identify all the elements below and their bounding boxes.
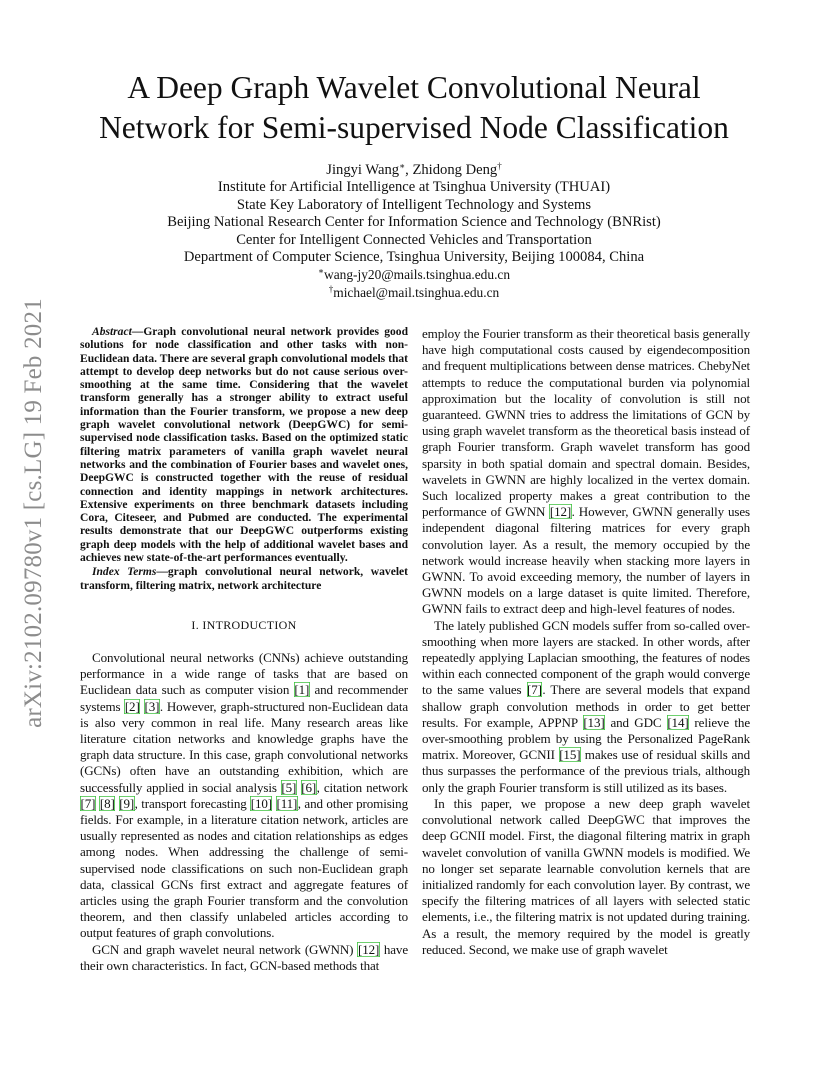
- text-run: and recommender systems: [80, 682, 409, 714]
- text-run: . However, GWNN generally uses independent diagonal filtering matrices for every graph convolution layer. As a result, the memory occupied by the network would increase heavily when stacking more layers in GWNN. To avoid exceeding memory, the number of layers in GWNN models on a large dataset is quite limited. Therefore, GWNN fails to extract deep and high-level features of nodes.: [422, 504, 750, 617]
- citation-link[interactable]: [6]: [301, 779, 317, 795]
- author-email: ∗wang-jy20@mails.tsinghua.edu.cn: [317, 266, 511, 283]
- text-run: , transport forecasting: [134, 795, 251, 811]
- text-run: In this paper, we propose a new deep graph wavelet convolutional network called DeepGWC that improves the deep GCNII model. First, the diagonal filtering matrix in graph wavelet convolution of vanilla GWNN models is modified. We no longer set separate learnable convolution kernels that are initialized randomly for each convolution layer. By contrast, we specify the filtering matrices of all layers with selected static elements, i.e., the filtering matrix is not updated during training. As a result, the memory required by the model is greatly reduced. Second, we make use of graph wavelet: [422, 795, 750, 957]
- text-run: makes use of residual skills and thus surpasses the performance of the previous trials, although only the graph Fourier transform is still utilized as its bases.: [422, 747, 750, 795]
- text-run: employ the Fourier transform as their theoretical basis generally have high computational costs caused by eigendecomposition and frequent multiplications between dense matrices. ChebyNet attempts to reduce the computational burden via polynomial approximation but the locality of convolution is still not guaranteed. GWNN tries to address the limitations of GCN by using graph wavelet transform as the theoretical basis instead of graph Fourier transform. Graph wavelet transform has good sparsity in both spatial domain and spectral domain. Besides, wavelets in GWNN are highly localized in the vertex domain. Such localized property makes a great contribution to the performance of GWNN: [422, 326, 750, 520]
- citation-link[interactable]: [7]: [527, 682, 542, 698]
- affiliation: Beijing National Research Center for Information Science and Technology (BNRist): [167, 214, 661, 231]
- citation-link[interactable]: [8]: [99, 795, 115, 811]
- citation-link[interactable]: [5]: [281, 779, 297, 795]
- citation-link[interactable]: [12]: [357, 941, 380, 957]
- paragraph: [422, 796, 750, 958]
- citation-link[interactable]: [7]: [80, 795, 96, 811]
- section-heading-introduction: I. INTRODUCTION: [191, 617, 297, 632]
- citation-link[interactable]: [1]: [294, 682, 310, 698]
- right-column: [422, 326, 750, 958]
- text-run: relieve the over-smoothing problem by using the Personalized PageRank matrix. Moreover, GCNII: [422, 714, 751, 763]
- text-run: GCN and graph wavelet neural network (GWNN): [92, 941, 358, 957]
- text-run: and GDC: [605, 714, 667, 730]
- citation-link[interactable]: [13]: [583, 714, 605, 730]
- paper-title: [60, 68, 768, 148]
- citation-link[interactable]: [15]: [559, 747, 581, 763]
- text-run: . However, graph-structured non-Euclidean data is also very common in real life. Many research areas like literature citation networks and knowledge graphs have the graph data structure. In this case, graph convolutional networks (GCNs) often have an outstanding exhibition, which are successfully applied in social analysis: [80, 698, 408, 795]
- affiliation: Center for Intelligent Connected Vehicles and Transportation: [236, 231, 592, 248]
- citation-link[interactable]: [10]: [250, 795, 272, 811]
- title-line-1: A Deep Graph Wavelet Convolutional Neural: [127, 70, 701, 105]
- citation-link[interactable]: [3]: [144, 698, 160, 714]
- author-names: Jingyi Wang∗, Zhidong Deng†: [326, 161, 502, 178]
- arxiv-identifier: arXiv:2102.09780v1 [cs.LG] 19 Feb 2021: [20, 298, 47, 728]
- text-run: , citation network: [316, 779, 408, 795]
- affiliation: State Key Laboratory of Intelligent Technology and Systems: [236, 196, 592, 213]
- index-terms: Index Terms—graph convolutional neural network, wavelet transform, filtering matrix, network architecture: [80, 566, 408, 592]
- arxiv-sidebar: [14, 293, 54, 733]
- title-line-2: Network for Semi-supervised Node Classification: [99, 110, 729, 145]
- text-run: have their own characteristics. In fact, GCN-based methods that: [80, 941, 408, 973]
- abstract: Abstract—Graph convolutional neural network provides good solutions for node classification and other tasks with non-Euclidean data. There are several graph convolutional models that attempt to develop deep networks but do not cause serious over-smoothing at the same time. Considering that the wavelet transform generally has a stronger ability to extract useful information than the Fourier transform, we propose a new deep graph wavelet convolutional network (DeepGWC) for semi-supervised node classification tasks. Based on the optimized static filtering matrix parameters of vanilla graph wavelet neural networks and the combination of Fourier bases and wavelet ones, DeepGWC is constructed together with the reuse of residual connection and identity mappings in network architectures. Extensive experiments on three benchmark datasets including Cora, Citeseer, and Pubmed are conducted. The experimental results demonstrate that our DeepGWC outperforms existing graph deep models with the help of additional wavelet bases and achieves new state-of-the-art performances eventually.: [80, 326, 408, 565]
- citation-link[interactable]: [2]: [124, 698, 140, 714]
- citation-link[interactable]: [14]: [667, 714, 689, 730]
- text-run: Convolutional neural networks (CNNs) achieve outstanding performance in a wide range of tasks that are based on Euclidean data such as computer vision: [80, 649, 408, 698]
- text-run: , and other promising fields. For example, in a literature citation network, articles are usually represented as nodes and citation relationships as edges among nodes. When addressing the challenge of semi-supervised node classifications on such non-Euclidean graph data, classical GCNs first extract and aggregate features of articles using the graph Fourier transform and the convolution theorem, and then classify unlabeled articles according to output features of graph convolutions.: [80, 795, 408, 941]
- citation-link[interactable]: [12]: [549, 504, 572, 520]
- text-run: . There are several models that expand shallow graph convolution methods in order to get better results. For example, APPNP: [422, 682, 750, 730]
- author-email: †michael@mail.tsinghua.edu.cn: [328, 283, 500, 300]
- citation-link[interactable]: [11]: [276, 795, 298, 811]
- paragraph: [80, 942, 408, 974]
- affiliation: Department of Computer Science, Tsinghua University, Beijing 100084, China: [183, 249, 645, 266]
- paragraph: [422, 326, 750, 618]
- text-run: The lately published GCN models suffer from so-called over-smoothing when more layers are stacked. In other words, after repeatedly applying Laplacian smoothing, the features of nodes within each connected component of the graph would converge to the same values: [422, 617, 750, 698]
- paragraph: [422, 618, 750, 796]
- author-block: [60, 162, 768, 301]
- affiliation: Institute for Artificial Intelligence at Tsinghua University (THUAI): [217, 179, 611, 196]
- paragraph: [80, 650, 408, 942]
- left-column: [80, 326, 408, 974]
- citation-link[interactable]: [9]: [119, 795, 135, 811]
